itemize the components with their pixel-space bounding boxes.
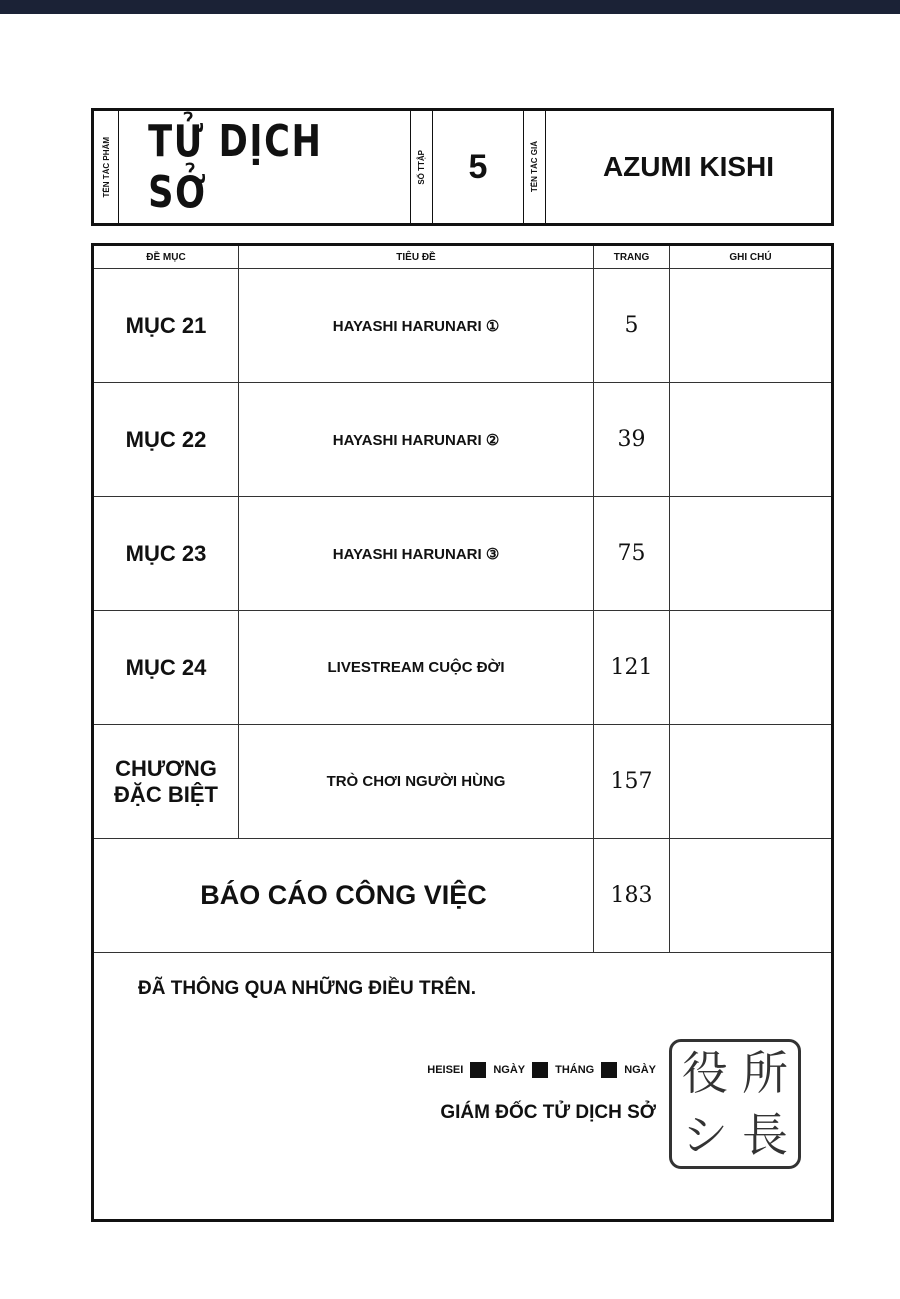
notes-cell <box>670 269 831 382</box>
notes-cell <box>670 497 831 610</box>
section-label: MỤC 22 <box>94 383 239 496</box>
seal-stamp: 所 役 長 シ <box>669 1039 801 1169</box>
notes-cell <box>670 383 831 496</box>
table-row <box>94 725 831 839</box>
work-header <box>91 108 834 226</box>
col-page: TRANG <box>594 246 670 268</box>
page-number: 75 <box>594 497 670 610</box>
redacted-box <box>601 1062 617 1078</box>
date-line <box>427 1062 656 1078</box>
table-row <box>94 611 831 725</box>
approval-text: ĐÃ THÔNG QUA NHỮNG ĐIỀU TRÊN. <box>138 978 477 999</box>
redacted-box <box>532 1062 548 1078</box>
notes-cell <box>670 725 831 838</box>
volume-label: SỐ TTẬP <box>417 149 426 185</box>
chapter-title: HAYASHI HARUNARI ③ <box>239 497 594 610</box>
chapter-title: HAYASHI HARUNARI ② <box>239 383 594 496</box>
table-row <box>94 497 831 611</box>
redacted-box <box>470 1062 486 1078</box>
report-title: BÁO CÁO CÔNG VIỆC <box>94 839 594 952</box>
top-bar <box>0 0 900 14</box>
section-label: MỤC 21 <box>94 269 239 382</box>
volume-number: 5 <box>468 147 488 186</box>
chapter-title: LIVESTREAM CUỘC ĐỜI <box>239 611 594 724</box>
report-page: 183 <box>594 839 670 952</box>
day-label: NGÀY <box>493 1064 526 1076</box>
table-row <box>94 383 831 497</box>
table-header <box>94 246 831 269</box>
approval-section <box>94 954 831 1222</box>
col-notes: GHI CHÚ <box>729 251 772 263</box>
month-label: THÁNG <box>555 1064 595 1076</box>
contents-table <box>91 243 834 1222</box>
page-number: 5 <box>594 269 670 382</box>
chapter-title: TRÒ CHƠI NGƯỜI HÙNG <box>239 725 594 838</box>
col-title: TIÊU ĐỀ <box>239 246 594 268</box>
author-label: TÊN TÁC GIẢ <box>530 141 539 193</box>
report-notes <box>670 839 831 952</box>
author-name: AZUMI KISHI <box>602 151 775 182</box>
section-label: MỤC 24 <box>94 611 239 724</box>
section-label: CHƯƠNG ĐẶC BIỆT <box>94 725 239 838</box>
page-number: 121 <box>594 611 670 724</box>
day-label-2: NGÀY <box>624 1064 656 1076</box>
era-label: HEISEI <box>427 1064 464 1076</box>
director-title: GIÁM ĐỐC TỬ DỊCH SỞ <box>440 1102 656 1123</box>
page-number: 157 <box>594 725 670 838</box>
chapter-title: HAYASHI HARUNARI ① <box>239 269 594 382</box>
table-row <box>94 269 831 383</box>
work-title: TỬ DỊCH SỞ <box>148 116 323 218</box>
report-row <box>94 839 831 953</box>
section-label: MỤC 23 <box>94 497 239 610</box>
work-label: TÊN TÁC PHẨM <box>101 136 111 198</box>
notes-cell <box>670 611 831 724</box>
col-section: ĐỀ MỤC <box>94 246 239 268</box>
page-number: 39 <box>594 383 670 496</box>
